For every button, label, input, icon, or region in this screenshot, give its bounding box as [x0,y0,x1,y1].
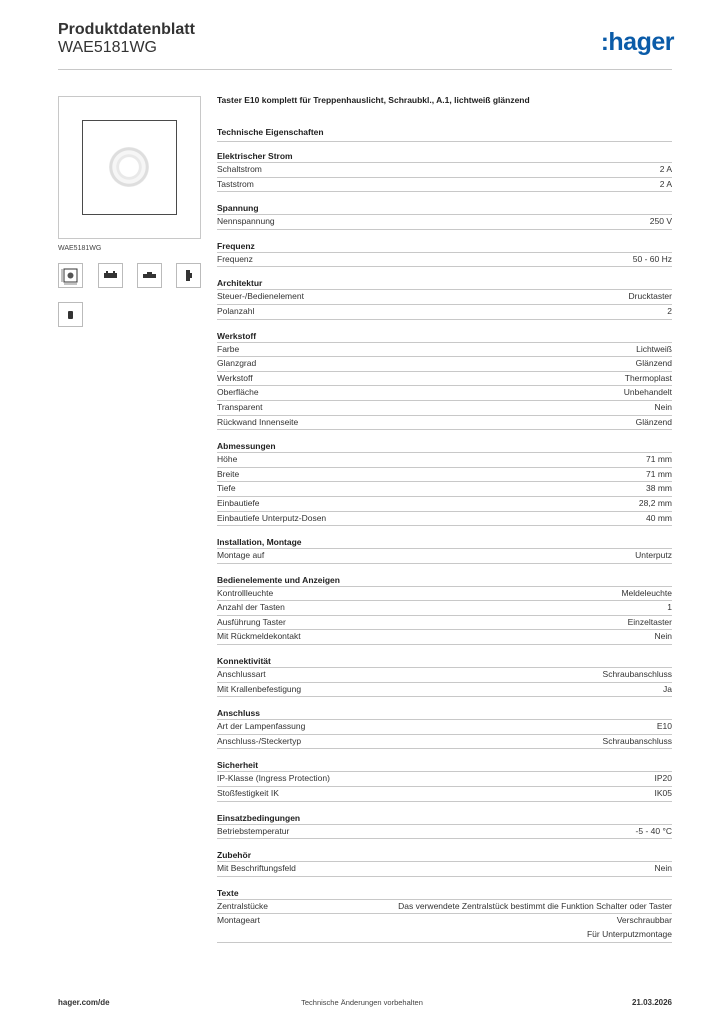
spec-row [217,289,672,304]
side-view-icon [177,264,200,287]
spec-label: Anschlussart [217,669,266,680]
section-title: Anschluss [217,708,260,719]
thumbnail-mounting-view[interactable] [98,263,123,288]
spec-value: Nein [654,631,672,642]
thumbnail-detail-view[interactable] [58,302,83,327]
spec-value: Unbehandelt [623,387,672,398]
spec-row [217,481,672,496]
spec-value: Verschraubbar Für Unterputzmontage [586,915,672,939]
spec-section [217,277,672,319]
spec-value: Thermoplast [624,372,672,383]
thumbnail-front-view[interactable] [58,263,83,288]
spec-row [217,385,672,400]
spec-label: Breite [217,468,240,479]
footer-notice: Technische Änderungen vorbehalten [301,998,423,1007]
spec-row [217,214,672,230]
spec-value: Einzeltaster [627,616,672,627]
spec-value: Ja [663,683,672,694]
spec-label: Rückwand Innenseite [217,416,299,427]
spec-section [217,536,672,564]
spec-section [217,707,672,749]
spec-label: Zentralstücke [217,900,269,911]
spec-value: Glänzend [635,416,672,427]
spec-row [217,177,672,193]
spec-label: Ausführung Taster [217,616,286,627]
spec-label: Mit Beschriftungsfeld [217,863,296,874]
spec-value: Meldeleuchte [621,587,672,598]
spec-section [217,812,672,840]
spec-value: Schraubanschluss [602,735,672,746]
spec-value: 2 A [659,164,672,174]
spec-row [217,615,672,630]
spec-row [217,371,672,386]
section-title: Installation, Montage [217,537,302,548]
footer-date: 21.03.2026 [631,998,672,1007]
spec-value: 71 mm [646,454,672,465]
spec-row [217,667,672,682]
spec-label: Werkstoff [217,372,253,383]
spec-value: Drucktaster [628,291,672,302]
section-title: Konnektivität [217,656,271,667]
spec-row [217,342,672,357]
spec-label: Taststrom [217,178,254,189]
switch-frame [82,120,177,215]
spec-value: Nein [654,863,672,874]
spec-value: 50 - 60 Hz [632,253,672,264]
spec-value: Nein [654,401,672,412]
dimension-drawing-front-icon [59,264,82,287]
spec-row [217,452,672,467]
spec-label: Mit Krallenbefestigung [217,683,302,694]
spec-value: Glänzend [635,358,672,369]
spec-row [217,496,672,511]
spec-section [217,849,672,877]
spec-row [217,682,672,698]
spec-row [217,786,672,802]
mounting-view-2-icon [138,264,161,287]
spec-value: IP20 [654,773,672,784]
spec-label: Betriebstemperatur [217,825,290,836]
spec-row [217,600,672,615]
spec-row [217,719,672,734]
spec-value: 71 mm [646,468,672,479]
spec-label: Stoßfestigkeit IK [217,788,279,799]
product-image [58,96,201,239]
spec-section [217,330,672,431]
spec-value: 28,2 mm [638,497,672,508]
header-divider [58,69,672,70]
spec-row [217,861,672,877]
spec-row [217,356,672,371]
section-title: Texte [217,887,239,898]
spec-value: 2 A [659,178,672,189]
product-code: WAE5181WG [58,39,157,56]
spec-row [217,734,672,750]
spec-section [217,574,672,645]
section-title: Frequenz [217,240,255,251]
spec-label: Anschluss-/Steckertyp [217,735,302,746]
spec-label: Frequenz [217,253,253,264]
push-button-knob [109,147,149,187]
spec-label: Schaltstrom [217,164,262,174]
tech-heading-divider [217,141,672,142]
spec-label: Nennspannung [217,216,275,227]
spec-row [217,586,672,601]
mounting-view-icon [99,264,122,287]
spec-value: IK05 [654,788,672,799]
spec-label: Einbautiefe Unterputz-Dosen [217,512,327,523]
spec-value: Lichtweiß [636,343,672,354]
section-title: Einsatzbedingungen [217,812,301,823]
spec-row [217,467,672,482]
spec-label: Montageart [217,915,260,926]
spec-value: 40 mm [646,512,672,523]
section-title: Architektur [217,278,263,289]
spec-row [217,899,672,914]
page-title: Produktdatenblatt [58,21,195,38]
spec-section [217,240,672,268]
spec-row [217,913,672,942]
spec-label: Anzahl der Tasten [217,602,285,613]
spec-label: Art der Lampenfassung [217,721,306,732]
spec-row [217,771,672,786]
spec-label: Farbe [217,343,240,354]
spec-label: Montage auf [217,550,265,561]
logo-text: hager [608,28,674,56]
spec-section [217,440,672,526]
section-title: Werkstoff [217,330,257,341]
spec-row [217,629,672,645]
spec-label: Einbautiefe [217,497,260,508]
thumbnail-mounting-view-2[interactable] [137,263,162,288]
spec-label: Steuer-/Bedienelement [217,291,304,302]
section-title: Abmessungen [217,441,276,452]
spec-label: Kontrollleuchte [217,587,274,598]
spec-label: Glanzgrad [217,358,257,369]
thumbnail-side-view[interactable] [176,263,201,288]
spec-value: Unterputz [635,550,672,561]
spec-content [217,95,672,943]
spec-row [217,400,672,415]
tech-heading: Technische Eigenschaften [217,127,324,137]
spec-value: 2 [667,305,672,316]
spec-section [217,150,672,192]
detail-view-icon [59,303,82,326]
spec-value: E10 [656,721,672,732]
spec-row [217,511,672,527]
spec-label: Polanzahl [217,305,255,316]
spec-row [217,824,672,840]
product-description: Taster E10 komplett für Treppenhauslicht, Schraubkl., A.1, lichtweiß glänzend [217,95,530,105]
spec-row [217,162,672,177]
spec-value: -5 - 40 °C [635,825,672,836]
spec-row [217,548,672,564]
section-title: Spannung [217,203,259,214]
spec-section [217,759,672,801]
hager-logo: :hager [600,28,674,56]
spec-section [217,887,672,943]
section-title: Elektrischer Strom [217,151,293,161]
spec-label: Mit Rückmeldekontakt [217,631,301,642]
spec-label: IP-Klasse (Ingress Protection) [217,773,330,784]
spec-row [217,415,672,431]
spec-label: Oberfläche [217,387,259,398]
spec-label: Tiefe [217,483,236,494]
spec-label: Transparent [217,401,263,412]
spec-value: 38 mm [646,483,672,494]
section-title: Sicherheit [217,760,259,771]
spec-label: Höhe [217,454,238,465]
spec-row [217,252,672,268]
section-title: Bedienelemente und Anzeigen [217,574,340,585]
spec-sections [217,150,672,943]
spec-row [217,304,672,320]
spec-value: Das verwendete Zentralstück bestimmt die Funktion Schalter oder Taster [398,900,672,911]
image-caption: WAE5181WG [58,245,102,252]
spec-section [217,202,672,230]
spec-value: 1 [667,602,672,613]
section-title: Zubehör [217,850,251,861]
spec-value: 250 V [649,216,672,227]
spec-section [217,655,672,697]
spec-value: Schraubanschluss [602,669,672,680]
footer-website[interactable]: hager.com/de [58,998,110,1007]
